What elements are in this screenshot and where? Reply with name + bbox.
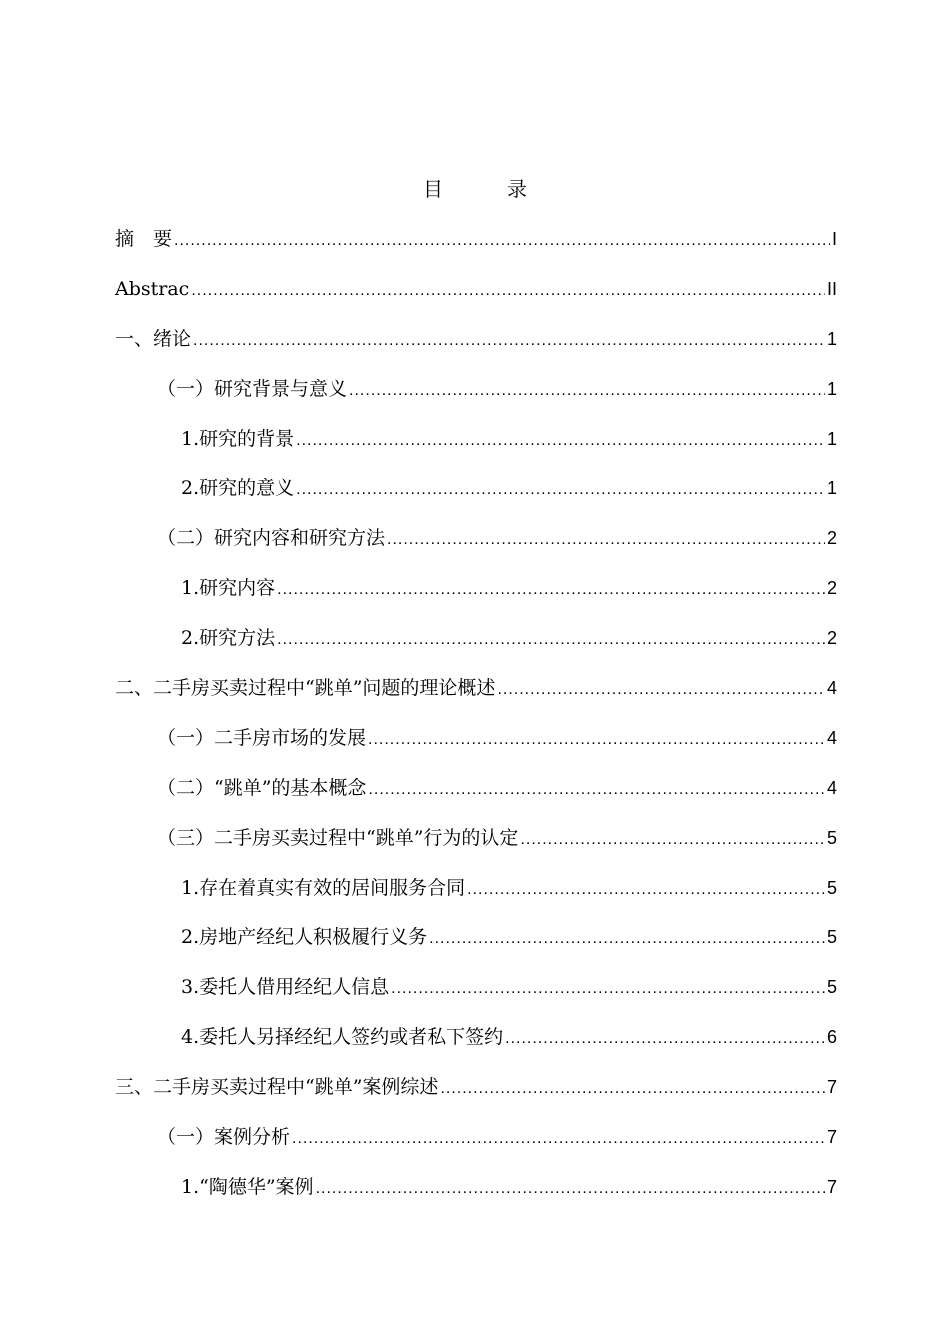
toc-entry xyxy=(115,773,837,823)
toc-leader-dots xyxy=(316,1174,825,1204)
toc-entry-text: 1.研究的背景 xyxy=(181,427,295,450)
toc-entry-text: （一）研究背景与意义 xyxy=(157,377,348,400)
toc-leader-dots xyxy=(520,825,825,855)
toc-entry xyxy=(115,523,837,573)
toc-entry-text: 摘 要 xyxy=(115,228,173,250)
toc-leader-dots xyxy=(467,875,825,905)
toc-entry-text: 3.委托人借用经纪人信息 xyxy=(181,976,390,999)
toc-entry-text: 2.研究方法 xyxy=(181,627,276,650)
toc-leader-dots xyxy=(429,924,825,954)
toc-entry-page: 4 xyxy=(826,727,837,748)
toc-entry-page: 2 xyxy=(826,578,837,599)
toc-entry xyxy=(115,274,837,324)
toc-leader-dots xyxy=(391,974,825,1004)
toc-entry-text: （三）二手房买卖过程中“跳单”行为的认定 xyxy=(157,826,519,849)
toc-leader-dots xyxy=(292,1124,825,1154)
toc-entry-text: （二）研究内容和研究方法 xyxy=(157,527,386,550)
toc-leader-dots xyxy=(349,376,825,406)
toc-entry xyxy=(115,623,837,673)
toc-entry-page: II xyxy=(826,278,837,299)
toc-entry-page: 7 xyxy=(826,1077,837,1098)
toc-entry-page: 2 xyxy=(826,528,837,549)
toc-leader-dots xyxy=(277,575,825,605)
toc-entry-text: 4.委托人另择经纪人签约或者私下签约 xyxy=(181,1026,504,1049)
toc-entry-text: （一）案例分析 xyxy=(157,1126,291,1149)
toc-entry xyxy=(115,873,837,923)
toc-entry xyxy=(115,1122,837,1172)
toc-leader-dots xyxy=(174,226,830,256)
toc-title: 目 录 xyxy=(423,177,549,201)
toc-leader-dots xyxy=(505,1024,825,1054)
toc-entry xyxy=(115,922,837,972)
toc-entry-page: 1 xyxy=(826,378,837,399)
toc-entry-page: 2 xyxy=(826,628,837,649)
toc-entry xyxy=(115,1172,837,1222)
toc-entry xyxy=(115,473,837,523)
toc-leader-dots xyxy=(191,276,825,306)
toc-entry xyxy=(115,224,837,274)
toc-entry-page: 1 xyxy=(826,478,837,499)
toc-entry-page: 7 xyxy=(826,1127,837,1148)
toc-entry-page: 5 xyxy=(826,877,837,898)
toc-entry-page: 4 xyxy=(826,678,837,699)
toc-leader-dots xyxy=(296,475,825,505)
toc-entry-page: 4 xyxy=(826,777,837,798)
toc-entry xyxy=(115,324,837,374)
toc-entry-text: 一、绪论 xyxy=(115,327,192,350)
toc-entry-page: 5 xyxy=(826,827,837,848)
toc-entry xyxy=(115,673,837,723)
toc-entry-page: 5 xyxy=(826,977,837,998)
toc-entry-page: 6 xyxy=(826,1027,837,1048)
toc-leader-dots xyxy=(193,326,825,356)
toc-leader-dots xyxy=(440,1074,825,1104)
toc-entry-page: 5 xyxy=(826,927,837,948)
toc-entry-text: （一）二手房市场的发展 xyxy=(157,726,367,749)
toc-entry xyxy=(115,723,837,773)
toc-entry-page: 7 xyxy=(826,1176,837,1197)
toc-leader-dots xyxy=(277,625,825,655)
toc-entry-page: I xyxy=(831,229,837,249)
toc-entry-text: 1.“陶德华”案例 xyxy=(181,1175,314,1198)
toc-entry xyxy=(115,424,837,474)
toc-leader-dots xyxy=(387,525,825,555)
toc-entry-text: Abstrac xyxy=(115,277,190,300)
toc-entry xyxy=(115,1072,837,1122)
toc-entry-text: 1.存在着真实有效的居间服务合同 xyxy=(181,876,466,899)
toc-entry xyxy=(115,972,837,1022)
toc-entry-text: 2.房地产经纪人积极履行义务 xyxy=(181,926,428,949)
toc-entry xyxy=(115,374,837,424)
toc-leader-dots xyxy=(368,725,825,755)
toc-entry-text: 2.研究的意义 xyxy=(181,477,295,500)
toc-leader-dots xyxy=(368,775,825,805)
toc-entry xyxy=(115,823,837,873)
toc-entry-text: 三、二手房买卖过程中“跳单”案例综述 xyxy=(115,1076,439,1099)
toc-entry-page: 1 xyxy=(826,428,837,449)
toc-list xyxy=(115,224,837,1222)
toc-entry xyxy=(115,573,837,623)
toc-entry xyxy=(115,1022,837,1072)
toc-leader-dots xyxy=(296,426,825,456)
toc-entry-page: 1 xyxy=(826,328,837,349)
toc-entry-text: 1.研究内容 xyxy=(181,577,276,600)
toc-entry-text: 二、二手房买卖过程中“跳单”问题的理论概述 xyxy=(115,677,496,700)
toc-leader-dots xyxy=(497,675,825,705)
toc-entry-text: （二）“跳单”的基本概念 xyxy=(157,776,367,799)
